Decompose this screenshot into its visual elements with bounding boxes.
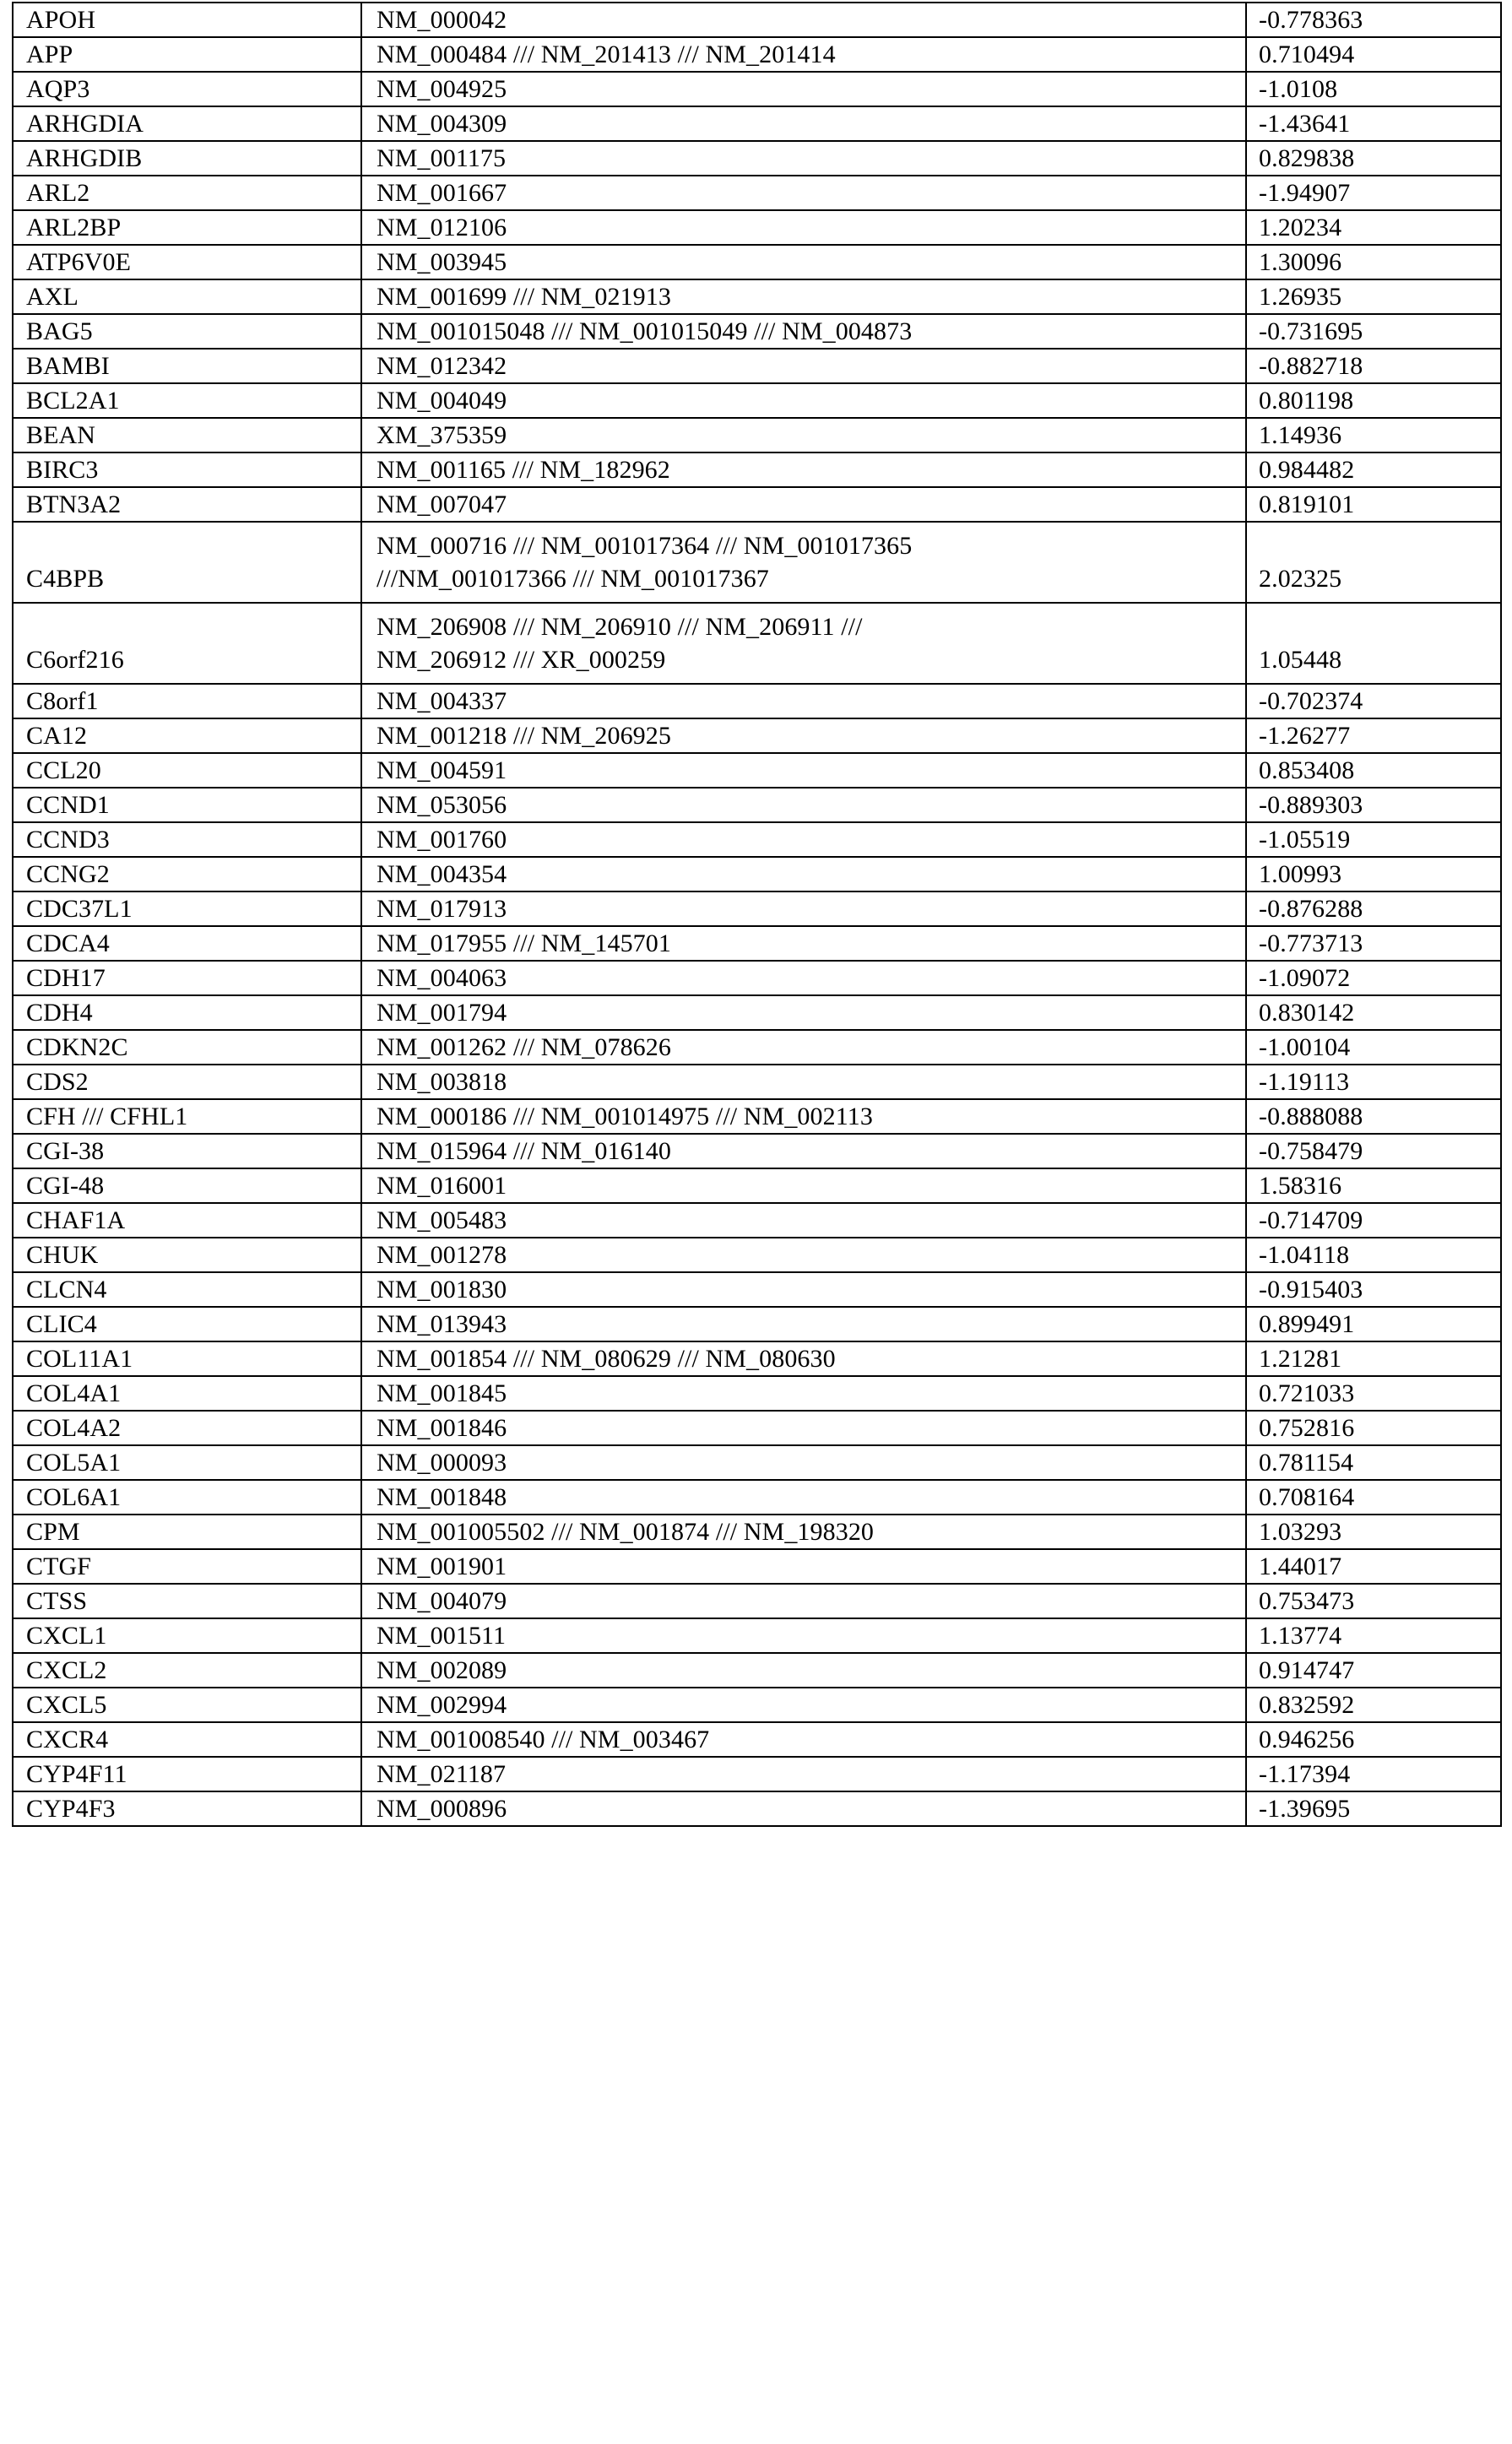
value-cell: 0.832592 (1246, 1688, 1501, 1722)
table-row (13, 279, 1501, 314)
gene-symbol-cell: CCNG2 (13, 857, 361, 891)
value-cell: 1.05448 (1246, 603, 1501, 684)
gene-symbol-cell: CPM (13, 1515, 361, 1549)
gene-symbol-cell: CXCL5 (13, 1688, 361, 1722)
gene-symbol-cell: CYP4F3 (13, 1791, 361, 1826)
value-cell: 2.02325 (1246, 522, 1501, 603)
value-cell: -0.702374 (1246, 684, 1501, 718)
gene-symbol-cell: CTSS (13, 1584, 361, 1618)
accession-cell: NM_000093 (361, 1445, 1246, 1480)
accession-cell: NM_012106 (361, 210, 1246, 245)
gene-symbol-cell: CCL20 (13, 753, 361, 788)
gene-symbol-cell: CDCA4 (13, 926, 361, 961)
table-row (13, 37, 1501, 72)
accession-cell: NM_001901 (361, 1549, 1246, 1584)
accession-cell: NM_002089 (361, 1653, 1246, 1688)
value-cell: 0.753473 (1246, 1584, 1501, 1618)
value-cell: 0.914747 (1246, 1653, 1501, 1688)
value-cell: 1.14936 (1246, 418, 1501, 452)
table-row (13, 926, 1501, 961)
table-row (13, 1757, 1501, 1791)
table-row (13, 383, 1501, 418)
table-row (13, 1584, 1501, 1618)
value-cell: 1.21281 (1246, 1341, 1501, 1376)
accession-cell: NM_000186 /// NM_001014975 /// NM_002113 (361, 1099, 1246, 1134)
gene-symbol-cell: CLIC4 (13, 1307, 361, 1341)
table-row (13, 603, 1501, 684)
accession-cell: NM_001262 /// NM_078626 (361, 1030, 1246, 1065)
gene-symbol-cell: BTN3A2 (13, 487, 361, 522)
table-row (13, 1549, 1501, 1584)
table-row (13, 1168, 1501, 1203)
value-cell: 0.721033 (1246, 1376, 1501, 1411)
table-row (13, 245, 1501, 279)
table-row (13, 452, 1501, 487)
value-cell: -1.05519 (1246, 822, 1501, 857)
gene-symbol-cell: APP (13, 37, 361, 72)
table-row (13, 522, 1501, 603)
gene-symbol-cell: CXCR4 (13, 1722, 361, 1757)
gene-symbol-cell: COL5A1 (13, 1445, 361, 1480)
value-cell: -0.889303 (1246, 788, 1501, 822)
gene-symbol-cell: AQP3 (13, 72, 361, 106)
table-row (13, 1376, 1501, 1411)
value-cell: 0.801198 (1246, 383, 1501, 418)
gene-symbol-cell: ATP6V0E (13, 245, 361, 279)
value-cell: 0.984482 (1246, 452, 1501, 487)
gene-symbol-cell: ARL2 (13, 176, 361, 210)
table-row (13, 995, 1501, 1030)
table-row (13, 1238, 1501, 1272)
accession-line: ///NM_001017366 /// NM_001017367 (377, 565, 769, 593)
value-cell: 0.830142 (1246, 995, 1501, 1030)
accession-cell: NM_053056 (361, 788, 1246, 822)
accession-cell: NM_003818 (361, 1065, 1246, 1099)
gene-symbol-cell: BEAN (13, 418, 361, 452)
accession-cell: NM_001794 (361, 995, 1246, 1030)
gene-symbol-cell: ARL2BP (13, 210, 361, 245)
accession-cell: NM_000896 (361, 1791, 1246, 1826)
table-row (13, 891, 1501, 926)
gene-symbol-cell: ARHGDIA (13, 106, 361, 141)
accession-cell: NM_004337 (361, 684, 1246, 718)
gene-symbol-cell: CXCL2 (13, 1653, 361, 1688)
value-cell: -1.0108 (1246, 72, 1501, 106)
value-cell: 0.710494 (1246, 37, 1501, 72)
accession-cell: NM_002994 (361, 1688, 1246, 1722)
accession-cell: NM_004049 (361, 383, 1246, 418)
table-row (13, 684, 1501, 718)
gene-symbol-cell: CA12 (13, 718, 361, 753)
value-cell: -1.09072 (1246, 961, 1501, 995)
accession-cell: NM_004079 (361, 1584, 1246, 1618)
value-cell: 1.20234 (1246, 210, 1501, 245)
table-row (13, 1272, 1501, 1307)
value-cell: -1.26277 (1246, 718, 1501, 753)
gene-symbol-cell: C8orf1 (13, 684, 361, 718)
gene-symbol-cell: CGI-48 (13, 1168, 361, 1203)
table-row (13, 1515, 1501, 1549)
value-cell: 1.13774 (1246, 1618, 1501, 1653)
value-cell: 1.03293 (1246, 1515, 1501, 1549)
table-row (13, 1480, 1501, 1515)
value-cell: -0.778363 (1246, 3, 1501, 37)
table-row (13, 418, 1501, 452)
accession-cell: NM_001175 (361, 141, 1246, 176)
accession-cell: NM_001854 /// NM_080629 /// NM_080630 (361, 1341, 1246, 1376)
gene-symbol-cell: CLCN4 (13, 1272, 361, 1307)
accession-cell: NM_003945 (361, 245, 1246, 279)
value-cell: -0.915403 (1246, 1272, 1501, 1307)
accession-cell: NM_001008540 /// NM_003467 (361, 1722, 1246, 1757)
gene-symbol-cell: C4BPB (13, 522, 361, 603)
table-body (13, 3, 1501, 1826)
table-row (13, 210, 1501, 245)
gene-symbol-cell: COL6A1 (13, 1480, 361, 1515)
table-row (13, 1134, 1501, 1168)
accession-cell (361, 603, 1246, 684)
table-row (13, 487, 1501, 522)
accession-cell: NM_001760 (361, 822, 1246, 857)
accession-cell: NM_004354 (361, 857, 1246, 891)
accession-cell: NM_015964 /// NM_016140 (361, 1134, 1246, 1168)
table-row (13, 1722, 1501, 1757)
value-cell: -1.04118 (1246, 1238, 1501, 1272)
accession-cell: NM_000484 /// NM_201413 /// NM_201414 (361, 37, 1246, 72)
accession-line: NM_206912 /// XR_000259 (377, 646, 666, 674)
value-cell: -1.43641 (1246, 106, 1501, 141)
value-cell: 0.781154 (1246, 1445, 1501, 1480)
value-cell: -1.39695 (1246, 1791, 1501, 1826)
value-cell: -0.731695 (1246, 314, 1501, 349)
accession-cell: NM_001165 /// NM_182962 (361, 452, 1246, 487)
table-row (13, 106, 1501, 141)
accession-cell: NM_004591 (361, 753, 1246, 788)
accession-cell: NM_001667 (361, 176, 1246, 210)
accession-line: NM_000716 /// NM_001017364 /// NM_001017365 (377, 532, 913, 560)
table-row (13, 857, 1501, 891)
gene-symbol-cell: CDH4 (13, 995, 361, 1030)
accession-cell: NM_001005502 /// NM_001874 /// NM_198320 (361, 1515, 1246, 1549)
accession-cell: NM_001218 /// NM_206925 (361, 718, 1246, 753)
accession-cell: NM_021187 (361, 1757, 1246, 1791)
accession-cell: XM_375359 (361, 418, 1246, 452)
table-row (13, 349, 1501, 383)
table-row (13, 3, 1501, 37)
gene-symbol-cell: CDC37L1 (13, 891, 361, 926)
gene-symbol-cell: CXCL1 (13, 1618, 361, 1653)
value-cell: -0.758479 (1246, 1134, 1501, 1168)
value-cell: 0.708164 (1246, 1480, 1501, 1515)
table-row (13, 1618, 1501, 1653)
accession-cell: NM_001278 (361, 1238, 1246, 1272)
gene-symbol-cell: BAG5 (13, 314, 361, 349)
gene-symbol-cell: BCL2A1 (13, 383, 361, 418)
value-cell: -1.94907 (1246, 176, 1501, 210)
table-row (13, 314, 1501, 349)
value-cell: 0.946256 (1246, 1722, 1501, 1757)
value-cell: -0.882718 (1246, 349, 1501, 383)
accession-cell: NM_000042 (361, 3, 1246, 37)
table-row (13, 1099, 1501, 1134)
accession-cell: NM_004309 (361, 106, 1246, 141)
value-cell: -0.876288 (1246, 891, 1501, 926)
accession-cell: NM_016001 (361, 1168, 1246, 1203)
gene-symbol-cell: CYP4F11 (13, 1757, 361, 1791)
gene-symbol-cell: CHUK (13, 1238, 361, 1272)
value-cell: -1.17394 (1246, 1757, 1501, 1791)
accession-cell: NM_001699 /// NM_021913 (361, 279, 1246, 314)
value-cell: 1.00993 (1246, 857, 1501, 891)
gene-symbol-cell: CDS2 (13, 1065, 361, 1099)
gene-symbol-cell: COL4A1 (13, 1376, 361, 1411)
table-row (13, 1030, 1501, 1065)
gene-symbol-cell: COL4A2 (13, 1411, 361, 1445)
table-row (13, 718, 1501, 753)
gene-symbol-cell: CDKN2C (13, 1030, 361, 1065)
table-row (13, 176, 1501, 210)
accession-cell: NM_013943 (361, 1307, 1246, 1341)
value-cell: 0.899491 (1246, 1307, 1501, 1341)
value-cell: 1.58316 (1246, 1168, 1501, 1203)
table-row (13, 72, 1501, 106)
gene-symbol-cell: BIRC3 (13, 452, 361, 487)
value-cell: 1.44017 (1246, 1549, 1501, 1584)
table-row (13, 1688, 1501, 1722)
table-row (13, 1203, 1501, 1238)
table-row (13, 1065, 1501, 1099)
value-cell: 0.752816 (1246, 1411, 1501, 1445)
accession-cell: NM_001848 (361, 1480, 1246, 1515)
gene-symbol-cell: ARHGDIB (13, 141, 361, 176)
table-row (13, 1791, 1501, 1826)
accession-cell: NM_004925 (361, 72, 1246, 106)
value-cell: 0.853408 (1246, 753, 1501, 788)
gene-symbol-cell: C6orf216 (13, 603, 361, 684)
accession-line: NM_206908 /// NM_206910 /// NM_206911 /// (377, 613, 863, 641)
accession-cell: NM_001846 (361, 1411, 1246, 1445)
value-cell: -0.888088 (1246, 1099, 1501, 1134)
accession-cell (361, 522, 1246, 603)
table-row (13, 961, 1501, 995)
table-row (13, 1445, 1501, 1480)
accession-cell: NM_001830 (361, 1272, 1246, 1307)
gene-symbol-cell: CGI-38 (13, 1134, 361, 1168)
table-row (13, 1411, 1501, 1445)
gene-symbol-cell: BAMBI (13, 349, 361, 383)
value-cell: -1.19113 (1246, 1065, 1501, 1099)
accession-cell: NM_001511 (361, 1618, 1246, 1653)
gene-symbol-cell: CFH /// CFHL1 (13, 1099, 361, 1134)
value-cell: -0.773713 (1246, 926, 1501, 961)
gene-expression-table (12, 2, 1502, 1827)
accession-cell: NM_017955 /// NM_145701 (361, 926, 1246, 961)
gene-symbol-cell: CTGF (13, 1549, 361, 1584)
gene-symbol-cell: AXL (13, 279, 361, 314)
gene-symbol-cell: CCND1 (13, 788, 361, 822)
gene-symbol-cell: APOH (13, 3, 361, 37)
accession-cell: NM_017913 (361, 891, 1246, 926)
accession-cell: NM_004063 (361, 961, 1246, 995)
table-row (13, 1653, 1501, 1688)
value-cell: 0.819101 (1246, 487, 1501, 522)
value-cell: 1.26935 (1246, 279, 1501, 314)
accession-cell: NM_005483 (361, 1203, 1246, 1238)
accession-cell: NM_007047 (361, 487, 1246, 522)
gene-symbol-cell: CDH17 (13, 961, 361, 995)
accession-cell: NM_001015048 /// NM_001015049 /// NM_004873 (361, 314, 1246, 349)
table-row (13, 788, 1501, 822)
gene-symbol-cell: CHAF1A (13, 1203, 361, 1238)
accession-cell: NM_001845 (361, 1376, 1246, 1411)
table-row (13, 141, 1501, 176)
value-cell: -0.714709 (1246, 1203, 1501, 1238)
gene-symbol-cell: COL11A1 (13, 1341, 361, 1376)
value-cell: 1.30096 (1246, 245, 1501, 279)
table-row (13, 1307, 1501, 1341)
accession-cell: NM_012342 (361, 349, 1246, 383)
value-cell: 0.829838 (1246, 141, 1501, 176)
table-row (13, 1341, 1501, 1376)
table-row (13, 753, 1501, 788)
value-cell: -1.00104 (1246, 1030, 1501, 1065)
table-row (13, 822, 1501, 857)
gene-symbol-cell: CCND3 (13, 822, 361, 857)
